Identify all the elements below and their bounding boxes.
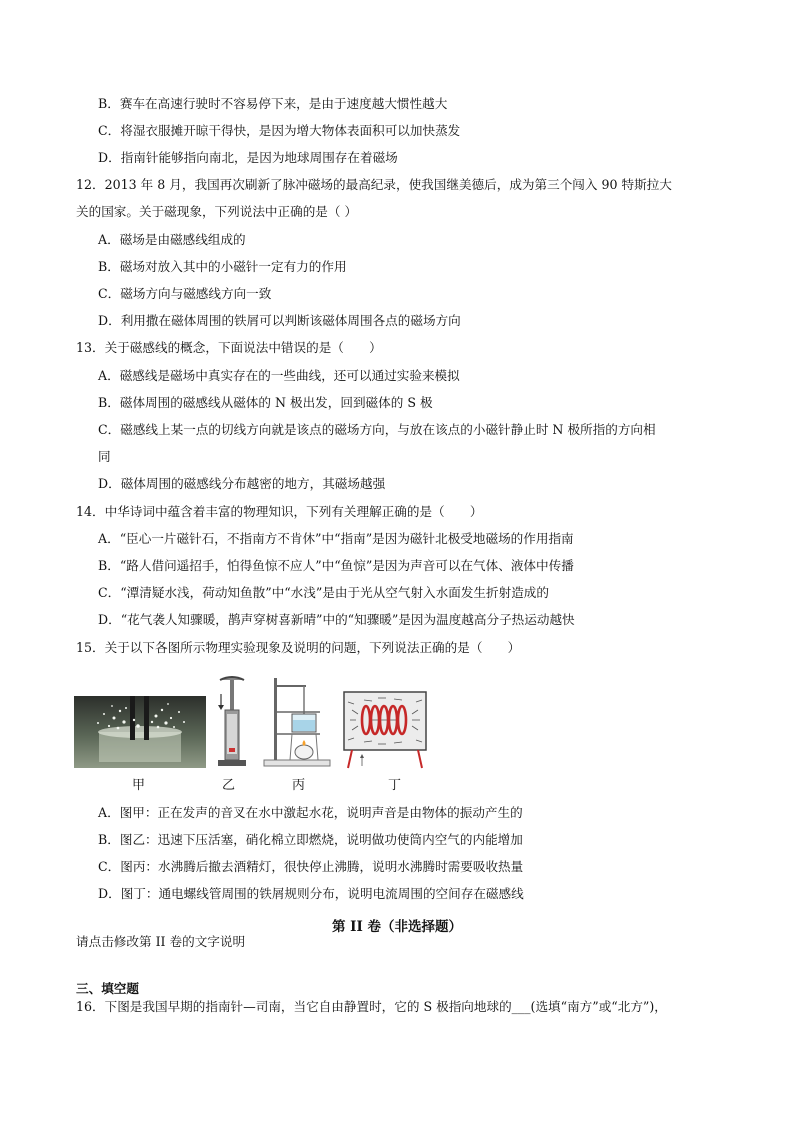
q13-option-d: D．磁体周围的磁感线分布越密的地方，其磁场越强 xyxy=(98,476,386,491)
q11-option-b: B．赛车在高速行驶时不容易停下来，是由于速度越大惯性越大 xyxy=(98,96,448,111)
q15-option-d: D．图丁：通电螺线管周围的铁屑规则分布，说明电流周围的空间存在磁感线 xyxy=(98,886,524,901)
q12-option-c: C．磁场方向与磁感线方向一致 xyxy=(98,286,272,301)
fig-label-yi: 乙 xyxy=(222,778,236,793)
fig-label-ding: 丁 xyxy=(388,778,402,793)
section-2-note: 请点击修改第 II 卷的文字说明 xyxy=(76,934,246,949)
q11-option-d: D．指南针能够指向南北，是因为地球周围存在着磁场 xyxy=(98,150,398,165)
q13-option-a: A．磁感线是磁场中真实存在的一些曲线，还可以通过实验来模拟 xyxy=(98,368,460,383)
q14-option-d: D．“花气袭人知骤暖，鹊声穿树喜新晴”中的“知骤暖”是因为温度越高分子热运动越快 xyxy=(98,612,575,627)
tuning-fork-water-photo xyxy=(74,696,206,768)
q14-option-c: C．“潭清疑水浅，荷动知鱼散”中“水浅”是由于光从空气射入水面发生折射造成的 xyxy=(98,585,549,600)
section-2-title: 第 II 卷（非选择题） xyxy=(331,919,463,935)
solenoid-iron-filings xyxy=(342,690,428,770)
q13-option-c: C．磁感线上某一点的切线方向就是该点的磁场方向，与放在该点的小磁针静止时 N 极所指的方向相 xyxy=(98,422,656,437)
piston-cylinder-diagram xyxy=(212,672,252,770)
q12-option-a: A．磁场是由磁感线组成的 xyxy=(98,232,246,247)
fig-label-bing: 丙 xyxy=(292,778,306,793)
q15-figures xyxy=(74,672,402,793)
q11-option-c: C．将湿衣服摊开晾干得快，是因为增大物体表面积可以加快蒸发 xyxy=(98,123,461,138)
q13-stem: 13．关于磁感线的概念，下面说法中错误的是（ ） xyxy=(76,340,382,355)
q15-option-a: A．图甲：正在发声的音叉在水中激起水花，说明声音是由物体的振动产生的 xyxy=(98,805,523,820)
q14-option-b: B．“路人借问遥招手，怕得鱼惊不应人”中“鱼惊”是因为声音可以在气体、液体中传播 xyxy=(98,558,574,573)
q14-stem: 14．中华诗词中蕴含着丰富的物理知识，下列有关理解正确的是（ ） xyxy=(76,504,483,519)
q15-stem: 15．关于以下各图所示物理实验现象及说明的问题，下列说法正确的是（ ） xyxy=(76,640,521,655)
section-3-heading: 三、填空题 xyxy=(76,981,139,996)
boiling-water-apparatus xyxy=(260,672,336,770)
q12-option-b: B．磁场对放入其中的小磁针一定有力的作用 xyxy=(98,259,347,274)
q13-option-c-continued: 同 xyxy=(98,449,111,464)
q16-stem: 16．下图是我国早期的指南针—司南，当它自由静置时，它的 S 极指向地球的___(选填“南方”或“北方”)， xyxy=(76,999,667,1014)
q12-option-d: D．利用撒在磁体周围的铁屑可以判断该磁体周围各点的磁场方向 xyxy=(98,313,461,328)
q13-option-b: B．磁体周围的磁感线从磁体的 N 极出发，回到磁体的 S 极 xyxy=(98,395,433,410)
q12-stem-line2: 关的国家。关于磁现象，下列说法中正确的是（ ） xyxy=(76,204,358,219)
q15-option-b: B．图乙：迅速下压活塞，硝化棉立即燃烧，说明做功使筒内空气的内能增加 xyxy=(98,832,523,847)
q14-option-a: A．“臣心一片磁针石，不指南方不肯休”中“指南”是因为磁针北极受地磁场的作用指南 xyxy=(98,531,574,546)
q15-option-c: C．图丙：水沸腾后撤去酒精灯，很快停止沸腾，说明水沸腾时需要吸收热量 xyxy=(98,859,524,874)
fig-label-jia: 甲 xyxy=(132,778,146,793)
q12-stem-line1: 12．2013 年 8 月，我国再次刷新了脉冲磁场的最高纪录，使我国继美德后，成为第三个闯入 90 特斯拉大 xyxy=(76,177,672,192)
